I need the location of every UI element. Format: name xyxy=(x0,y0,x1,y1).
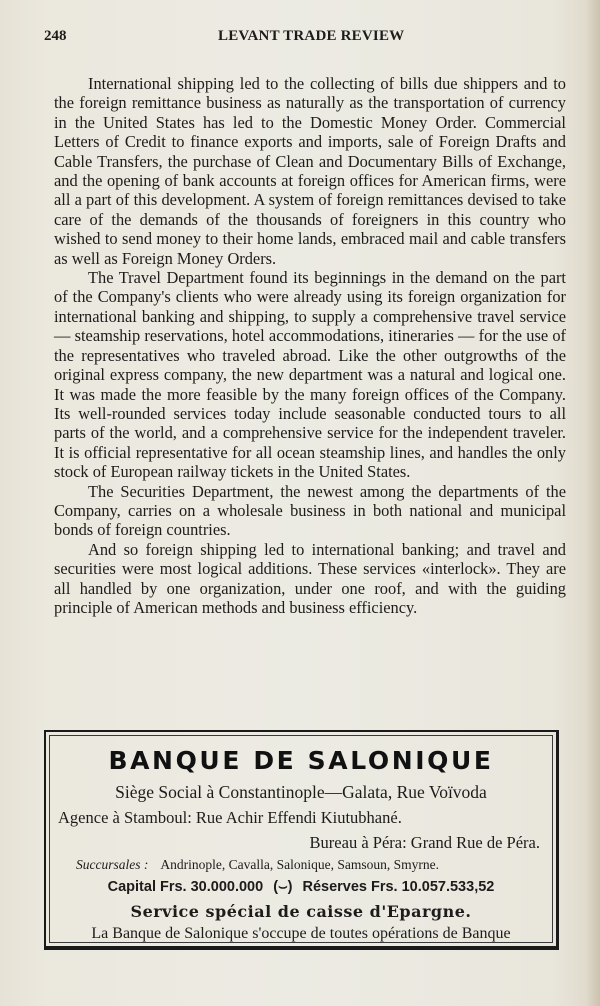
page-header xyxy=(44,28,564,48)
page-edge-shadow xyxy=(586,0,600,1006)
ad-branches-label: Succursales : xyxy=(76,857,149,872)
paragraph-securities-department: The Securities Department, the newest among the departments of the Company, carries on a wholesale business in both national and municipal bonds of foreign countries. xyxy=(54,481,566,540)
ad-capital-reserves xyxy=(50,879,552,895)
advertisement-banque-de-salonique xyxy=(44,730,559,950)
page-number: 248 xyxy=(44,28,67,44)
paragraph-conclusion: And so foreign shipping led to international banking; and travel and securities were most logical additions. These services «interlock». They are all handled by one organization, under one roof, and with the guiding principle of American methods and business efficiency. xyxy=(54,539,566,617)
ad-title: BANQUE DE SALONIQUE xyxy=(108,746,494,775)
ad-branches-list: Andrinople, Cavalla, Salonique, Samsoun, Smyrne. xyxy=(160,857,439,872)
ad-head-office: Siège Social à Constantinople—Galata, Rue Voïvoda xyxy=(115,782,487,802)
ad-savings-service: Service spécial de caisse d'Epargne. xyxy=(130,902,472,921)
ad-branches xyxy=(76,857,552,873)
paragraph-travel-department: The Travel Department found its beginnings in the demand on the part of the Company's clients who were already using its foreign organization for international banking and shipping, to supply a comprehensive travel service — steamship reservations, hotel accommodations, itineraries — for the use of the representatives who traveled abroad. Like the other outgrowths of the original express company, the new department was a natural and logical one. It was made the more feasible by the many foreign offices of the Company. Its well-rounded services today include seasonable conducted tours to all parts of the world, and a comprehensive service for the independent traveler. It is official representative for all ocean steamship lines, and handles the only stock of European railway tickets in the United States. xyxy=(54,268,566,482)
paragraph-foreign-remittance: International shipping led to the collecting of bills due shippers and to the foreign remittance business as naturally as the transportation of currency in the United States has led to the Domestic Money Order. Commercial Letters of Credit to finance exports and imports, sale of Foreign Drafts and Cable Transfers, the purchase of Clean and Documentary Bills of Exchange, and the opening of bank accounts at foreign offices for American firms, were all a part of this development. A system of foreign remittances devised to take care of the demands of the thousands of foreigners in this country who wished to send money to their home lands, embraced mail and cable transfers as well as Foreign Money Orders. xyxy=(54,74,566,268)
article-body xyxy=(54,74,566,617)
ad-pera-bureau: Bureau à Péra: Grand Rue de Péra. xyxy=(309,833,540,852)
ad-capital: Capital Frs. 30.000.000 xyxy=(107,879,264,895)
ad-reserves: Réserves Frs. 10.057.533,52 xyxy=(302,879,495,895)
running-head: LEVANT TRADE REVIEW xyxy=(218,28,405,44)
ad-footer-line: La Banque de Salonique s'occupe de toutes opérations de Banque xyxy=(91,925,511,942)
separator-ornament-icon: (⌣) xyxy=(273,879,293,895)
advertisement-inner-frame xyxy=(49,735,553,943)
ad-stamboul-agency: Agence à Stamboul: Rue Achir Effendi Kiutubhané. xyxy=(58,808,402,827)
